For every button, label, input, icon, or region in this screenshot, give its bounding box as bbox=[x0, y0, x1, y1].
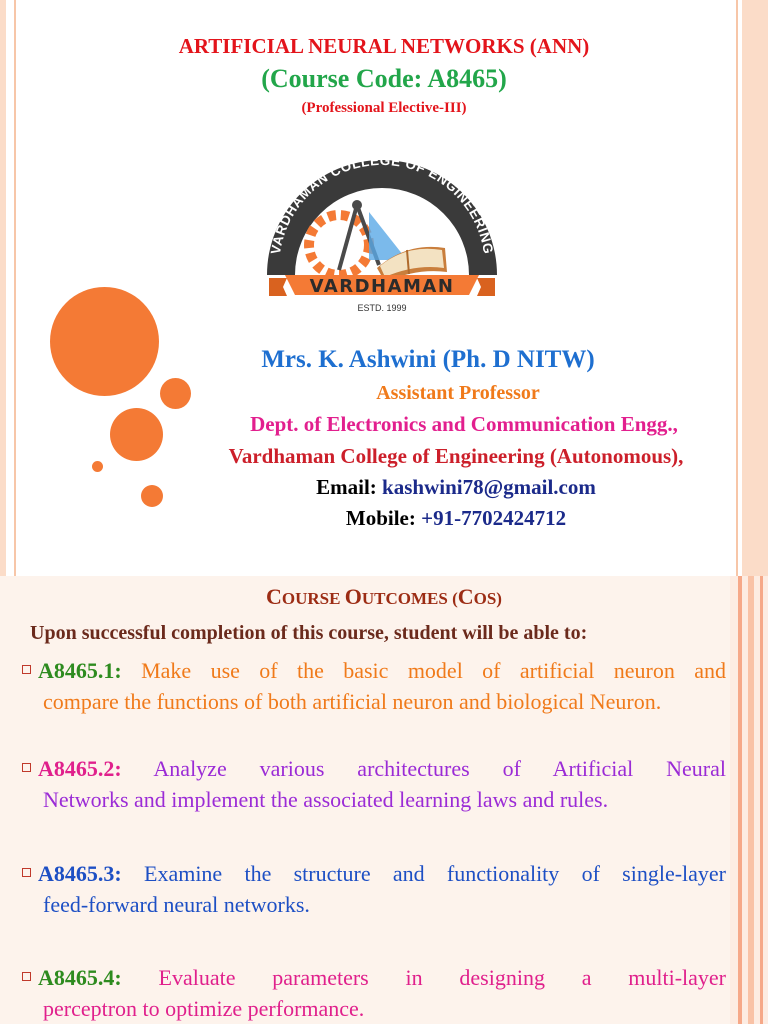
college-logo-graphic bbox=[257, 150, 507, 320]
outcome-text-cont: Networks and implement the associated learning laws and rules. bbox=[43, 787, 609, 812]
outcomes-title bbox=[0, 584, 768, 610]
department: Dept. of Electronics and Communication Engg., bbox=[250, 412, 678, 436]
outcome-text: Make use of the basic model of artificial neuron and bbox=[141, 658, 727, 683]
title-part: OS) bbox=[473, 589, 502, 608]
outcome-code: A8465.1: bbox=[38, 658, 122, 683]
title-part: OURSE bbox=[281, 589, 345, 608]
designation: Assistant Professor bbox=[376, 382, 540, 404]
title-part: UTCOMES ( bbox=[361, 589, 458, 608]
logo-arc-text: VARDHAMAN COLLEGE OF ENGINEERING bbox=[267, 152, 497, 256]
right-decor-line-1 bbox=[738, 576, 742, 1024]
logo-name: VARDHAMAN bbox=[309, 276, 455, 297]
email-line bbox=[72, 475, 768, 500]
email-link[interactable]: kashwini78@gmail.com bbox=[382, 475, 596, 499]
square-bullet-icon bbox=[22, 972, 31, 981]
mobile-label: Mobile: bbox=[345, 506, 422, 530]
outcome-text: Examine the structure and functionality of single-layer bbox=[144, 861, 727, 886]
title-part: O bbox=[344, 584, 362, 609]
title-part: C bbox=[266, 584, 282, 609]
outcomes-intro: Upon successful completion of this course, student will be able to: bbox=[30, 622, 588, 644]
outcome-text-cont: compare the functions of both artificial neuron and biological Neuron. bbox=[43, 689, 662, 714]
course-outcomes-slide bbox=[0, 576, 768, 1024]
outcome-text: Analyze various architectures of Artificial Neural bbox=[153, 756, 726, 781]
email-label: Email: bbox=[316, 475, 383, 499]
square-bullet-icon bbox=[22, 763, 31, 772]
elective-label: (Professional Elective-III) bbox=[301, 100, 467, 116]
course-code: (Course Code: A8465) bbox=[261, 64, 507, 93]
college-logo bbox=[257, 150, 507, 320]
square-bullet-icon bbox=[22, 868, 31, 877]
outcome-item bbox=[22, 962, 726, 1024]
mobile-line bbox=[72, 506, 768, 531]
presenter-name: Mrs. K. Ashwini (Ph. D NITW) bbox=[261, 346, 595, 373]
outcome-item bbox=[22, 858, 726, 920]
square-bullet-icon bbox=[22, 665, 31, 674]
decor-circle-large bbox=[50, 287, 159, 396]
outcome-text: Evaluate parameters in designing a multi-layer bbox=[158, 965, 727, 990]
outcome-code: A8465.2: bbox=[38, 756, 122, 781]
outcome-text-cont: feed-forward neural networks. bbox=[43, 892, 310, 917]
right-decor-line-3 bbox=[760, 576, 763, 1024]
mobile-number: +91-7702424712 bbox=[421, 506, 567, 530]
outcome-code: A8465.4: bbox=[38, 965, 122, 990]
right-decor-line-2 bbox=[748, 576, 754, 1024]
college-name: Vardhaman College of Engineering (Autonomous), bbox=[228, 444, 684, 468]
logo-estd: ESTD. 1999 bbox=[357, 303, 407, 313]
outcome-item bbox=[22, 655, 726, 717]
course-title: ARTIFICIAL NEURAL NETWORKS (ANN) bbox=[178, 34, 590, 58]
outcome-item bbox=[22, 753, 726, 815]
outcome-text-cont: perceptron to optimize performance. bbox=[43, 996, 365, 1021]
title-part: C bbox=[457, 584, 474, 609]
outcome-code: A8465.3: bbox=[38, 861, 122, 886]
